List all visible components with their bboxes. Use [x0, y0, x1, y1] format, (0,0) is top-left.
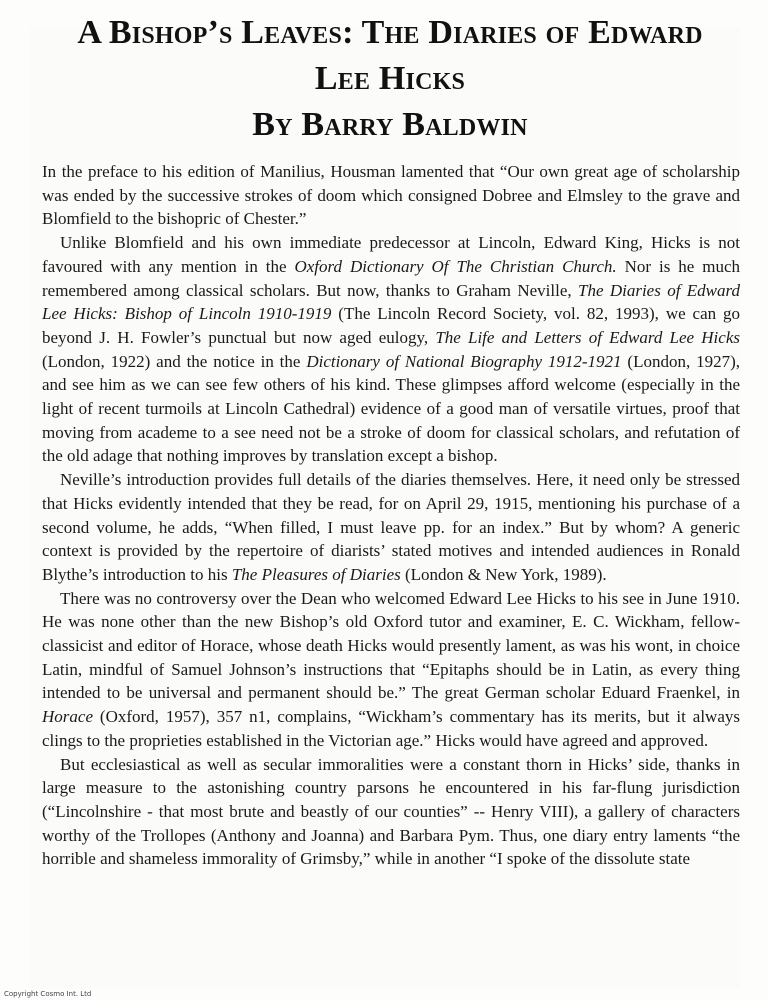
paragraph-text: (London, 1922) and the notice in the: [42, 351, 307, 371]
italic-title: Dictionary of National Biography 1912-1921: [306, 351, 622, 371]
paragraph-text: (London, 1927), and see him as we can see few others of his kind. These glimpses afford welcome (especially in the light of recent turmoils at Lincoln Cathedral) evidence of a good man of versatile virtues, proof that moving from academe to a see need not be a stroke of doom for classical scholars, and refutation of the old adage that nothing improves by translation except a bishop.: [42, 351, 740, 466]
paragraph: [42, 160, 740, 231]
byline: By Barry Baldwin: [252, 106, 528, 143]
copyright-notice: Copyright Cosmo Int. Ltd: [4, 990, 92, 998]
paragraph: [42, 587, 740, 753]
paragraph: [42, 753, 740, 872]
article-title: [40, 10, 740, 148]
paragraph-text: (The Lincoln Record Society, vol. 82, 1993), we can go beyond J. H. Fowler’s punctual but now aged eulogy,: [42, 304, 741, 347]
italic-title: Oxford Dictionary Of The Christian Church.: [294, 256, 617, 276]
paragraph-text: (Oxford, 1957), 357 n1, complains, “Wickham’s commentary has its merits, but it always clings to the proprieties established in the Victorian age.” Hicks would have agreed and approved.: [42, 707, 740, 750]
article-body: [42, 160, 740, 871]
title-line-1: A Bishop’s Leaves: The Diaries of Edward: [77, 14, 703, 51]
paragraph: [42, 231, 740, 468]
italic-title: The Diaries of Edward Lee Hicks: Bishop of Lincoln 1910-1919: [42, 280, 740, 324]
paragraph-text: Unlike Blomfield and his own immediate predecessor at Lincoln, Edward King, Hicks is not favoured with any mention in the: [42, 233, 740, 276]
paragraph-text: (London & New York, 1989).: [400, 564, 607, 584]
italic-title: Horace: [42, 707, 93, 727]
italic-title: The Pleasures of Diaries: [231, 564, 401, 584]
paragraph: [42, 468, 740, 587]
paragraph-text: Neville’s introduction provides full details of the diaries themselves. Here, it need only be stressed that Hicks evidently intended that they be read, for on April 29, 1915, mentioning his purchase of a second volume, he adds, “When filled, I must leave pp. for an index.” But by whom? A generic context is provided by the repertoire of diarists’ stated motives and intended audiences in Ronald Blythe’s introduction to his: [42, 470, 740, 584]
paragraph-text: But ecclesiastical as well as secular immoralities were a constant thorn in Hicks’ side, thanks in large measure to the astonishing country parsons he encountered in his far-flung jurisdiction (“Lincolnshire - that most brute and beastly of our counties” -- Henry VIII), a gallery of characters worthy of the Trollopes (Anthony and Joanna) and Barbara Pym. Thus, one diary entry laments “the horrible and shameless immorality of Grimsby,” while in another “I spoke of the dissolute state: [42, 754, 740, 869]
title-line-2: Lee Hicks: [314, 60, 466, 97]
paragraph-text: There was no controversy over the Dean who welcomed Edward Lee Hicks to his see in June 1910. He was none other than the new Bishop’s old Oxford tutor and examiner, E. C. Wickham, fellow-classicist and editor of Horace, whose death Hicks would presently lament, as was his wont, in choice Latin, mindful of Samuel Johnson’s instructions that “Epitaphs should be in Latin, as every thing intended to be universal and permanent should be.” The great German scholar Eduard Fraenkel, in: [42, 588, 740, 703]
paragraph-text: Nor is he much remembered among classical scholars. But now, thanks to Graham Neville,: [42, 256, 741, 300]
paragraph-text: In the preface to his edition of Manilius, Housman lamented that “Our own great age of scholarship was ended by the successive strokes of doom which consigned Dobree and Elmsley to the grave and Blomfield to the bishopric of Chester.”: [42, 162, 740, 229]
italic-title: The Life and Letters of Edward Lee Hicks: [435, 327, 740, 347]
